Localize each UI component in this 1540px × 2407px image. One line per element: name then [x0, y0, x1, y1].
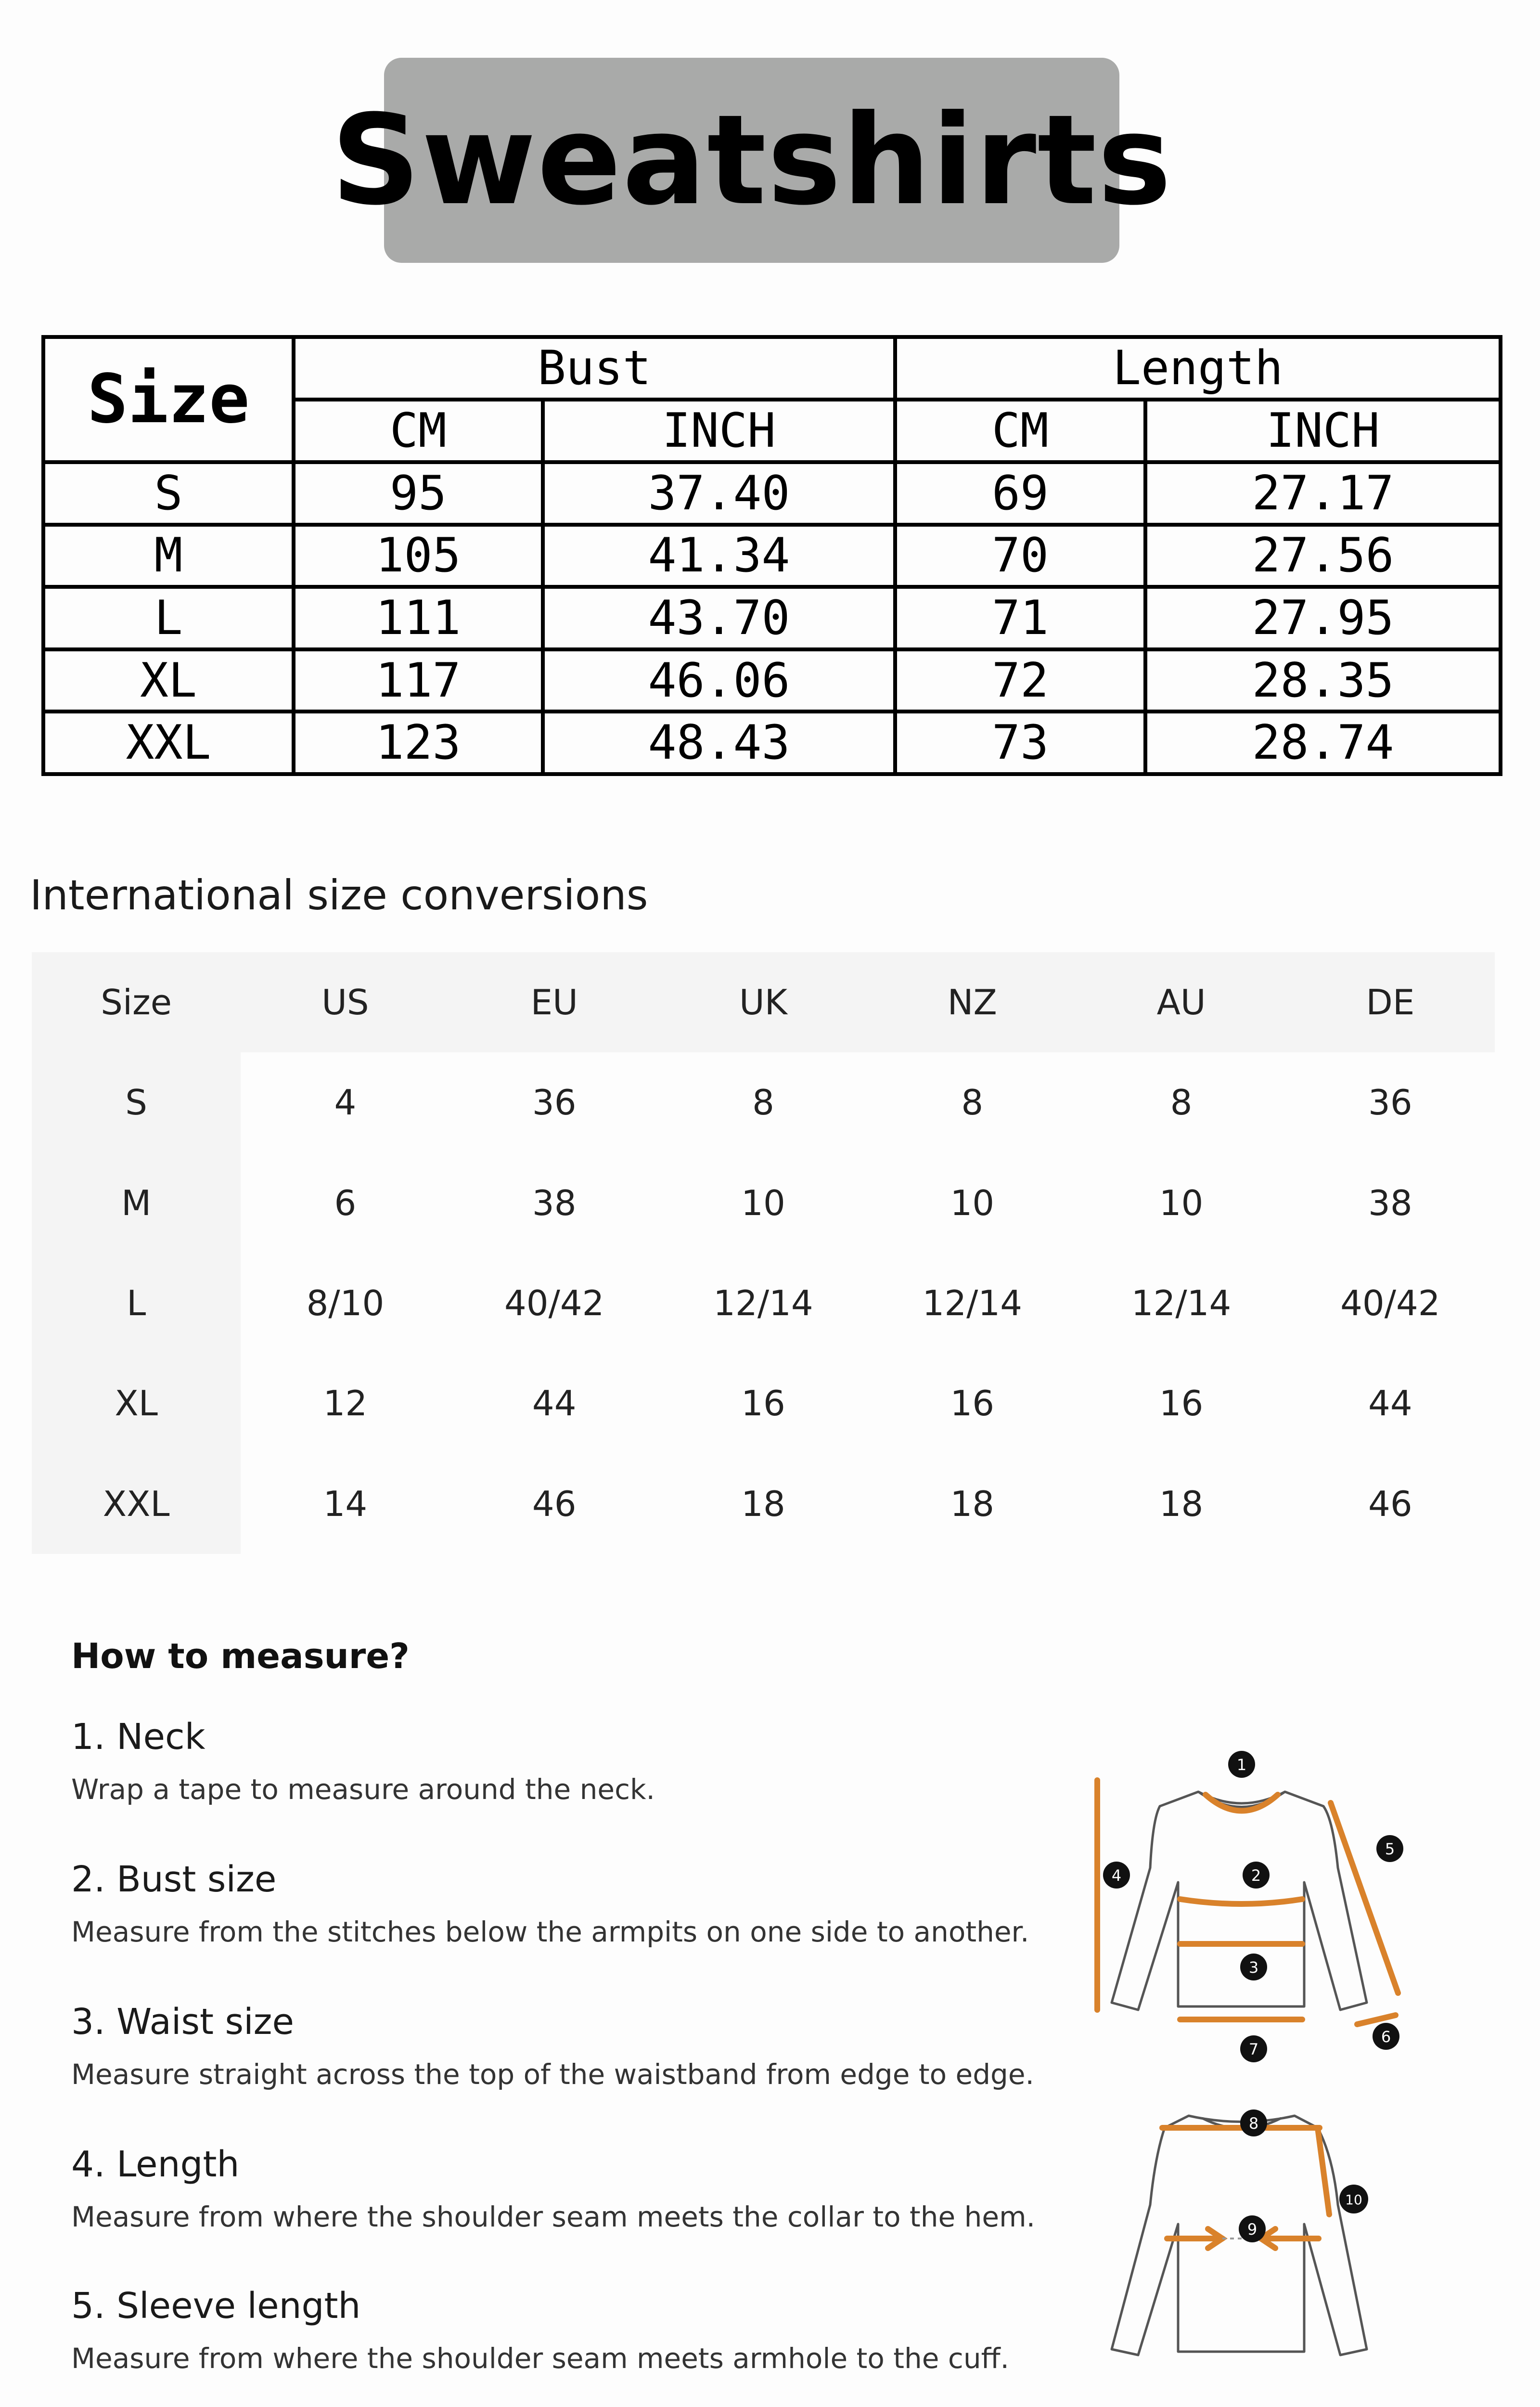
marker-7 [1240, 2035, 1267, 2062]
conversions-cell: 10 [741, 1182, 785, 1223]
step-title: 1. Neck [71, 1716, 205, 1758]
length-inch-cell: 27.95 [1145, 587, 1501, 649]
conversions-header: US [241, 952, 449, 1052]
conversions-cell: 44 [532, 1383, 577, 1424]
bust-cm-cell: 123 [294, 712, 543, 774]
conversions-cell: L [32, 1253, 241, 1353]
conversions-cell: 18 [1159, 1483, 1204, 1524]
conversions-cell: 46 [532, 1483, 577, 1524]
conversions-cell: XL [32, 1353, 241, 1453]
conversions-header: DE [1286, 952, 1495, 1052]
conversions-header: UK [659, 952, 868, 1052]
measure-step [71, 1718, 1072, 1807]
conversions-cell: 16 [950, 1383, 995, 1424]
sweatshirt-back-illustration [1112, 2116, 1367, 2355]
step-title: 5. Sleeve length [71, 2285, 361, 2327]
conversions-cell: 18 [741, 1483, 785, 1524]
size-cell: XL [43, 649, 294, 712]
conversions-row [32, 1454, 1495, 1554]
conversions-cell: 12 [323, 1383, 368, 1424]
size-cell: S [43, 462, 294, 525]
conversions-cell: 10 [1159, 1182, 1204, 1223]
svg-text:6: 6 [1381, 2028, 1391, 2046]
size-chart-row [43, 525, 1501, 587]
conversions-cell: 36 [1368, 1082, 1412, 1123]
length-cm-cell: 70 [895, 525, 1145, 587]
svg-text:7: 7 [1248, 2040, 1259, 2058]
measure-step [71, 2003, 1072, 2092]
conversions-cell: 40/42 [504, 1283, 604, 1324]
size-chart-row [43, 587, 1501, 649]
bust-cm-cell: 95 [294, 462, 543, 525]
step-description: Measure from where the shoulder seam meets the collar to the hem. [71, 2200, 1036, 2234]
svg-text:5: 5 [1385, 1840, 1395, 1858]
conversions-cell: 8 [1170, 1082, 1193, 1123]
marker-2 [1243, 1862, 1270, 1889]
conversions-cell: 6 [334, 1182, 357, 1223]
conversions-table [32, 952, 1495, 1554]
page-title-box [331, 58, 1173, 263]
conversions-cell: 38 [532, 1182, 577, 1223]
length-inch-cell: 27.56 [1145, 525, 1501, 587]
marker-3 [1240, 1954, 1267, 1980]
bust-cm-cell: 105 [294, 525, 543, 587]
svg-text:10: 10 [1345, 2192, 1362, 2208]
conversions-cell: 4 [334, 1082, 357, 1123]
marker-9 [1239, 2215, 1266, 2242]
bust-group-header: Bust [294, 337, 895, 400]
sweatshirt-front-illustration [1112, 1792, 1367, 2010]
how-to-measure-title: How to measure? [71, 1636, 410, 1676]
svg-text:8: 8 [1248, 2114, 1259, 2133]
step-description: Measure straight across the top of the waistband from edge to edge. [71, 2058, 1034, 2091]
conversions-cell: 12/14 [1131, 1283, 1232, 1324]
size-chart-group-row [43, 337, 1501, 400]
length-cm-cell: 72 [895, 649, 1145, 712]
conversions-cell: S [32, 1052, 241, 1152]
step-title: 3. Waist size [71, 2001, 295, 2043]
bust-inch-cell: 37.40 [543, 462, 895, 525]
bust-cm-cell: 117 [294, 649, 543, 712]
conversions-cell: XXL [32, 1454, 241, 1554]
conversions-header: AU [1077, 952, 1285, 1052]
conversions-cell: 18 [950, 1483, 995, 1524]
svg-text:1: 1 [1236, 1756, 1247, 1774]
conversions-cell: 46 [1368, 1483, 1412, 1524]
size-chart-row [43, 649, 1501, 712]
conversions-header: EU [450, 952, 659, 1052]
conversions-cell: 12/14 [922, 1283, 1023, 1324]
conversions-header-row [32, 952, 1495, 1052]
bust-inch-header: INCH [543, 400, 895, 462]
marker-10 [1339, 2185, 1368, 2213]
measure-step [71, 2145, 1072, 2235]
conversions-header: NZ [868, 952, 1077, 1052]
size-cell: L [43, 587, 294, 649]
length-inch-header: INCH [1145, 400, 1501, 462]
conversions-cell: M [32, 1153, 241, 1253]
marker-5 [1376, 1835, 1403, 1862]
svg-text:4: 4 [1111, 1866, 1122, 1885]
length-cm-cell: 71 [895, 587, 1145, 649]
conversions-cell: 8/10 [306, 1283, 385, 1324]
size-column-header: Size [43, 337, 294, 462]
conversions-cell: 12/14 [713, 1283, 813, 1324]
step-description: Wrap a tape to measure around the neck. [71, 1773, 655, 1806]
conversions-title: International size conversions [30, 871, 648, 919]
length-cm-header: CM [895, 400, 1145, 462]
svg-text:9: 9 [1247, 2220, 1258, 2239]
step-title: 4. Length [71, 2144, 240, 2185]
conversions-cell: 36 [532, 1082, 577, 1123]
conversions-cell: 8 [752, 1082, 774, 1123]
length-cm-cell: 69 [895, 462, 1145, 525]
marker-6 [1373, 2023, 1399, 2050]
page-title: Sweatshirts [331, 88, 1173, 233]
measure-step [71, 1860, 1072, 1950]
conversions-cell: 44 [1368, 1383, 1412, 1424]
bust-cm-cell: 111 [294, 587, 543, 649]
bust-cm-header: CM [294, 400, 543, 462]
svg-text:3: 3 [1248, 1958, 1259, 1977]
length-cm-cell: 73 [895, 712, 1145, 774]
conversions-cell: 38 [1368, 1182, 1412, 1223]
conversions-cell: 16 [1159, 1383, 1204, 1424]
conversions-cell: 8 [961, 1082, 984, 1123]
size-chart-row [43, 712, 1501, 774]
step-description: Measure from the stitches below the armpits on one side to another. [71, 1915, 1029, 1949]
bust-inch-cell: 48.43 [543, 712, 895, 774]
conversions-cell: 10 [950, 1182, 995, 1223]
conversions-header: Size [32, 952, 241, 1052]
conversions-row [32, 1052, 1495, 1152]
conversions-row [32, 1353, 1495, 1453]
size-chart-table [41, 335, 1502, 776]
conversions-cell: 40/42 [1340, 1283, 1440, 1324]
bust-inch-cell: 43.70 [543, 587, 895, 649]
size-chart-row [43, 462, 1501, 525]
size-cell: M [43, 525, 294, 587]
bust-inch-cell: 46.06 [543, 649, 895, 712]
step-description: Measure from where the shoulder seam meets armhole to the cuff. [71, 2342, 1009, 2375]
measurement-diagram [1078, 1743, 1424, 2378]
conversions-row [32, 1253, 1495, 1353]
svg-text:2: 2 [1251, 1866, 1261, 1885]
step-title: 2. Bust size [71, 1859, 277, 1900]
conversions-cell: 14 [323, 1483, 368, 1524]
conversions-row [32, 1153, 1495, 1253]
marker-8 [1240, 2109, 1267, 2136]
bust-inch-cell: 41.34 [543, 525, 895, 587]
marker-4 [1103, 1862, 1130, 1889]
measure-step [71, 2287, 1072, 2376]
measure-lines-front [1097, 1780, 1398, 2024]
length-inch-cell: 28.74 [1145, 712, 1501, 774]
length-inch-cell: 28.35 [1145, 649, 1501, 712]
length-group-header: Length [895, 337, 1501, 400]
length-inch-cell: 27.17 [1145, 462, 1501, 525]
size-cell: XXL [43, 712, 294, 774]
conversions-cell: 16 [741, 1383, 785, 1424]
marker-1 [1228, 1751, 1255, 1778]
